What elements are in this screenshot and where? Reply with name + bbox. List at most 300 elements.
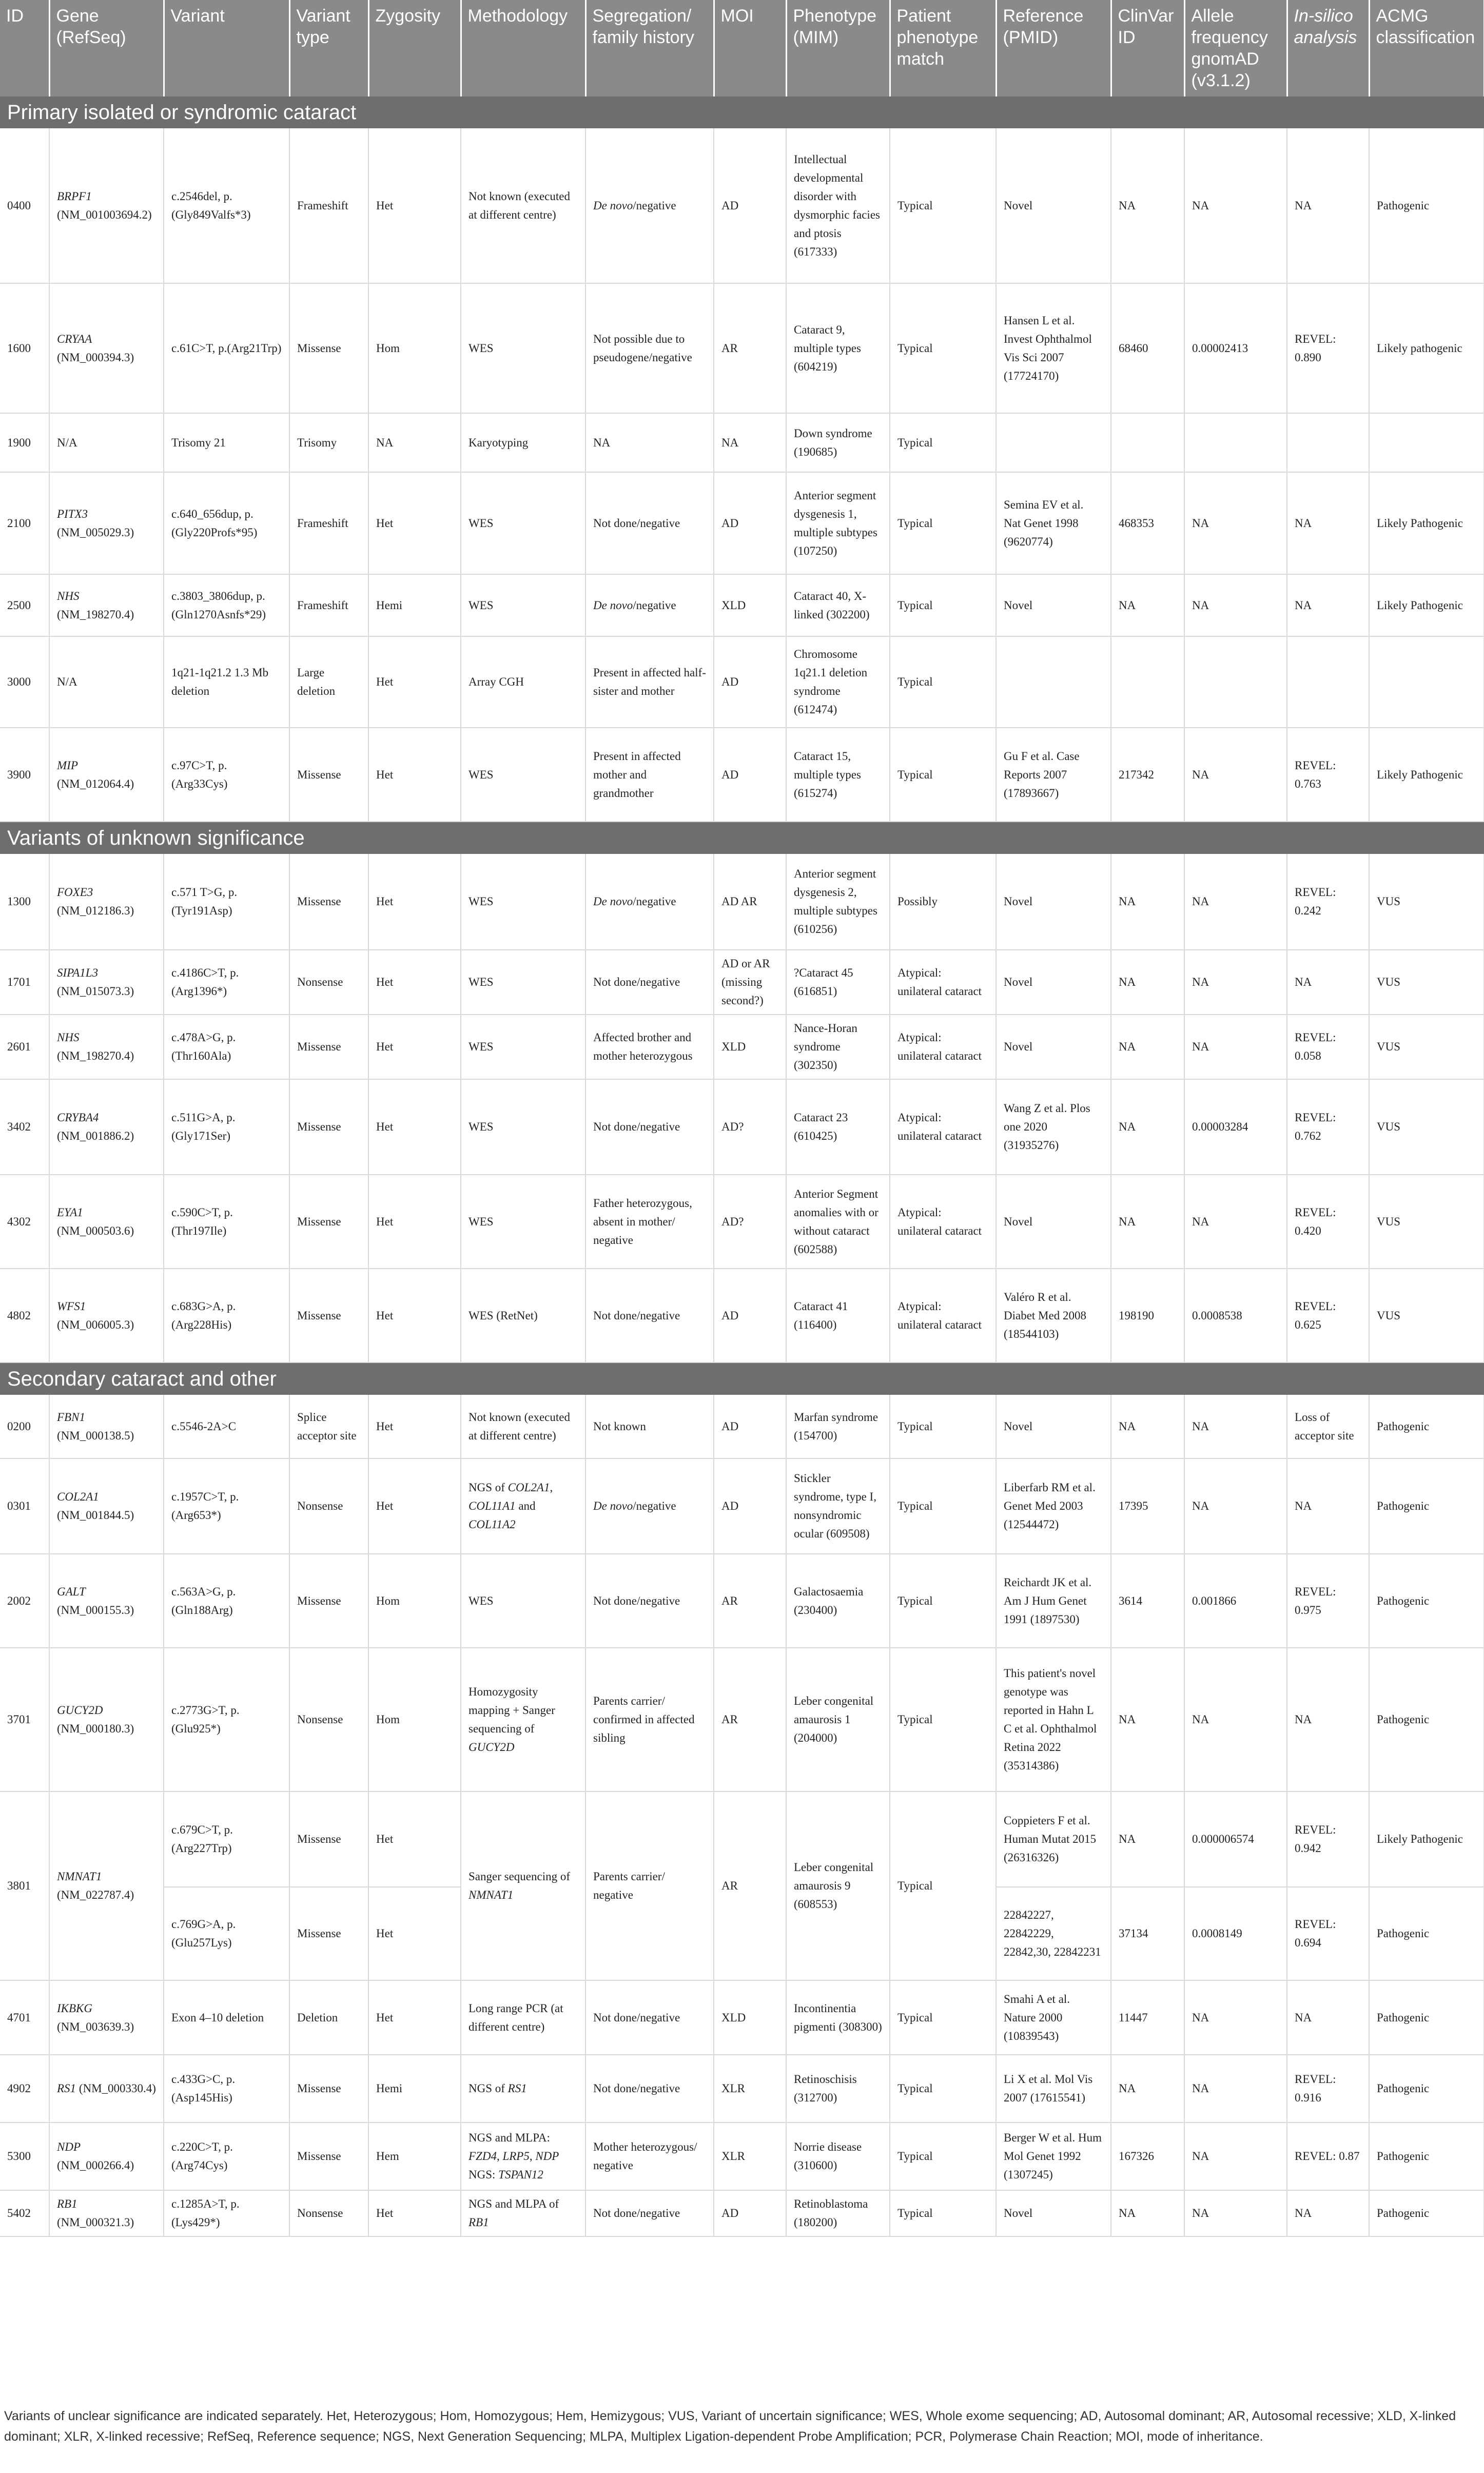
table-row: [0, 1980, 1484, 2055]
cell-id: 0200: [0, 1395, 49, 1458]
cell-clinvar: 167326: [1111, 2123, 1184, 2190]
cell-allele-frequency: NA: [1184, 2055, 1287, 2123]
cell-clinvar: NA: [1111, 2055, 1184, 2123]
cell-phenotype-match: Atypical: unilateral cataract: [890, 1079, 996, 1175]
cell-allele-frequency: NA: [1184, 854, 1287, 950]
cell-methodology: Karyotyping: [461, 413, 585, 472]
cell-id: 4302: [0, 1175, 49, 1269]
cell-insilico: REVEL: 0.890: [1287, 283, 1369, 413]
col-header-moi: MOI: [714, 0, 786, 96]
cell-variant: c.1285A>T, p.(Lys429*): [164, 2190, 289, 2236]
cell-methodology: WES: [461, 854, 585, 950]
cell-phenotype-match: Typical: [890, 1458, 996, 1554]
cell-phenotype-match: Typical: [890, 1980, 996, 2055]
refseq-id: (NM_198270.4): [57, 1049, 134, 1062]
cell-moi: XLD: [714, 574, 786, 636]
cell-clinvar: NA: [1111, 854, 1184, 950]
cell-insilico: [1287, 636, 1369, 728]
col-header-insilico: In-silico analysis: [1287, 0, 1369, 96]
refseq-id: (NM_000321.3): [57, 2216, 134, 2229]
cell-phenotype-match: Typical: [890, 413, 996, 472]
col-header-phenotype: Phenotype (MIM): [786, 0, 890, 96]
cell-id: 5402: [0, 2190, 49, 2236]
cell-gene: [49, 413, 164, 472]
cell-acmg: VUS: [1369, 1079, 1484, 1175]
cell-phenotype: Anterior Segment anomalies with or without cataract (602588): [786, 1175, 890, 1269]
cell-insilico: Loss of acceptor site: [1287, 1395, 1369, 1458]
cell-zygosity: Het: [368, 636, 461, 728]
refseq-id: (NM_000180.3): [57, 1722, 134, 1735]
col-header-methodology: Methodology: [461, 0, 585, 96]
cell-reference: Novel: [996, 128, 1111, 283]
cell-allele-frequency: NA: [1184, 2123, 1287, 2190]
cell-moi: AD?: [714, 1175, 786, 1269]
cell-insilico: REVEL: 0.242: [1287, 854, 1369, 950]
cell-gene: [49, 728, 164, 822]
cell-reference: Novel: [996, 1175, 1111, 1269]
gene-symbol: IKBKG: [57, 2001, 92, 2015]
cell-gene: [49, 1554, 164, 1648]
cell-reference: Gu F et al. Case Reports 2007 (17893667): [996, 728, 1111, 822]
refseq-id: (NM_022787.4): [57, 1888, 134, 1901]
cell-segregation: De novo/negative: [585, 574, 714, 636]
cell-allele-frequency: NA: [1184, 472, 1287, 574]
cell-insilico: REVEL: 0.942: [1287, 1792, 1369, 1887]
table-row: [0, 2190, 1484, 2236]
cell-variant-type: Missense: [289, 728, 368, 822]
cell-segregation: Not known: [585, 1395, 714, 1458]
cell-allele-frequency: NA: [1184, 728, 1287, 822]
cell-variant: c.571 T>G, p.(Tyr191Asp): [164, 854, 289, 950]
cell-reference: 22842227, 22842229, 22842,30, 22842231: [996, 1887, 1111, 1980]
cell-acmg: Pathogenic: [1369, 1887, 1484, 1980]
cell-moi: AD: [714, 2190, 786, 2236]
cell-reference: Semina EV et al. Nat Genet 1998 (9620774): [996, 472, 1111, 574]
cell-allele-frequency: NA: [1184, 1175, 1287, 1269]
cell-zygosity: Het: [368, 1395, 461, 1458]
cell-clinvar: NA: [1111, 1175, 1184, 1269]
cell-insilico: REVEL: 0.625: [1287, 1269, 1369, 1362]
cell-gene: [49, 1648, 164, 1792]
cell-methodology: Array CGH: [461, 636, 585, 728]
cell-segregation: De novo/negative: [585, 1458, 714, 1554]
cell-reference: Novel: [996, 854, 1111, 950]
cell-reference: Smahi A et al. Nature 2000 (10839543): [996, 1980, 1111, 2055]
cell-moi: AR: [714, 1792, 786, 1980]
cell-phenotype: Cataract 41 (116400): [786, 1269, 890, 1362]
cell-insilico: REVEL: 0.420: [1287, 1175, 1369, 1269]
cell-gene: [49, 854, 164, 950]
cell-allele-frequency: NA: [1184, 1980, 1287, 2055]
cell-clinvar: NA: [1111, 1395, 1184, 1458]
cell-variant: c.563A>G, p.(Gln188Arg): [164, 1554, 289, 1648]
refseq-id: (NM_001003694.2): [57, 208, 152, 221]
cell-id: 4802: [0, 1269, 49, 1362]
cell-moi: NA: [714, 413, 786, 472]
col-header-gene: Gene (RefSeq): [49, 0, 164, 96]
cell-clinvar: 11447: [1111, 1980, 1184, 2055]
cell-methodology: WES: [461, 1015, 585, 1079]
cell-variant-type: Trisomy: [289, 413, 368, 472]
cell-methodology: Sanger sequencing of NMNAT1: [461, 1792, 585, 1980]
cell-segregation: Father heterozygous, absent in mother/ negative: [585, 1175, 714, 1269]
cell-phenotype-match: Possibly: [890, 854, 996, 950]
cell-clinvar: NA: [1111, 2190, 1184, 2236]
cell-id: 3900: [0, 728, 49, 822]
cell-allele-frequency: NA: [1184, 1458, 1287, 1554]
cell-phenotype-match: Typical: [890, 636, 996, 728]
cell-id: 2601: [0, 1015, 49, 1079]
cell-insilico: NA: [1287, 950, 1369, 1015]
cell-methodology: NGS of RS1: [461, 2055, 585, 2123]
col-header-variant: Variant: [164, 0, 289, 96]
cell-gene: [49, 1980, 164, 2055]
cell-zygosity: Het: [368, 2190, 461, 2236]
col-header-segregation: Segregation/ family history: [585, 0, 714, 96]
gene-symbol: COL2A1: [57, 1490, 99, 1503]
cell-acmg: Likely Pathogenic: [1369, 574, 1484, 636]
cell-clinvar: NA: [1111, 574, 1184, 636]
cell-variant-type: Missense: [289, 1175, 368, 1269]
gene-symbol: MIP: [57, 758, 78, 772]
cell-phenotype: Cataract 40, X-linked (302200): [786, 574, 890, 636]
gene-symbol: RB1: [57, 2197, 77, 2210]
cell-allele-frequency: NA: [1184, 1015, 1287, 1079]
table-body: [0, 96, 1484, 2236]
cell-reference: Novel: [996, 950, 1111, 1015]
cell-reference: Novel: [996, 1015, 1111, 1079]
cell-phenotype-match: Typical: [890, 2055, 996, 2123]
cell-variant: c.769G>A, p.(Glu257Lys): [164, 1887, 289, 1980]
cell-variant-type: Frameshift: [289, 128, 368, 283]
cell-gene: [49, 1269, 164, 1362]
cell-insilico: REVEL: 0.916: [1287, 2055, 1369, 2123]
cell-segregation: Parents carrier/ negative: [585, 1792, 714, 1980]
cell-variant-type: Deletion: [289, 1980, 368, 2055]
cell-variant: c.61C>T, p.(Arg21Trp): [164, 283, 289, 413]
cell-reference: Hansen L et al. Invest Ophthalmol Vis Sci 2007 (17724170): [996, 283, 1111, 413]
cell-insilico: REVEL: 0.694: [1287, 1887, 1369, 1980]
cell-phenotype-match: Atypical: unilateral cataract: [890, 1269, 996, 1362]
cell-phenotype: Cataract 15, multiple types (615274): [786, 728, 890, 822]
cell-variant-type: Nonsense: [289, 1648, 368, 1792]
cell-id: 5300: [0, 2123, 49, 2190]
cell-variant-type: Splice acceptor site: [289, 1395, 368, 1458]
cell-variant: Exon 4–10 deletion: [164, 1980, 289, 2055]
cell-acmg: Pathogenic: [1369, 1980, 1484, 2055]
cell-clinvar: 3614: [1111, 1554, 1184, 1648]
cell-zygosity: Hom: [368, 283, 461, 413]
cell-allele-frequency: NA: [1184, 2190, 1287, 2236]
cell-zygosity: Hemi: [368, 2055, 461, 2123]
cell-phenotype-match: Typical: [890, 2190, 996, 2236]
cell-reference: [996, 636, 1111, 728]
gene-symbol: N/A: [57, 436, 77, 449]
refseq-id: (NM_001886.2): [57, 1130, 134, 1142]
table-row: [0, 1458, 1484, 1554]
table-row: [0, 636, 1484, 728]
cell-segregation: Affected brother and mother heterozygous: [585, 1015, 714, 1079]
cell-insilico: REVEL: 0.975: [1287, 1554, 1369, 1648]
cell-acmg: VUS: [1369, 854, 1484, 950]
cell-zygosity: Het: [368, 1015, 461, 1079]
cell-acmg: [1369, 636, 1484, 728]
col-header-phenotype-match: Patient phenotype match: [890, 0, 996, 96]
cell-zygosity: Het: [368, 1079, 461, 1175]
gene-symbol: EYA1: [57, 1205, 83, 1219]
cell-gene: [49, 950, 164, 1015]
cell-moi: AD: [714, 1395, 786, 1458]
cell-variant: c.97C>T, p.(Arg33Cys): [164, 728, 289, 822]
cell-zygosity: Hom: [368, 1648, 461, 1792]
gene-symbol: NHS: [57, 1031, 80, 1044]
cell-moi: AD AR: [714, 854, 786, 950]
cell-variant-type: Frameshift: [289, 472, 368, 574]
cell-zygosity: Hom: [368, 1554, 461, 1648]
cell-id: 2500: [0, 574, 49, 636]
cell-zygosity: Het: [368, 728, 461, 822]
cell-zygosity: Het: [368, 1269, 461, 1362]
cell-moi: XLD: [714, 1980, 786, 2055]
cell-segregation: Not done/negative: [585, 2055, 714, 2123]
cell-variant-type: Missense: [289, 1554, 368, 1648]
cell-insilico: NA: [1287, 1980, 1369, 2055]
cell-variant-type: Frameshift: [289, 574, 368, 636]
col-header-zygosity: Zygosity: [368, 0, 461, 96]
cell-allele-frequency: 0.00003284: [1184, 1079, 1287, 1175]
cell-phenotype-match: Typical: [890, 1554, 996, 1648]
refseq-id: (NM_000503.6): [57, 1224, 134, 1237]
cell-acmg: Pathogenic: [1369, 2123, 1484, 2190]
refseq-id: (NM_001844.5): [57, 1509, 134, 1522]
cell-acmg: Pathogenic: [1369, 128, 1484, 283]
refseq-id: (NM_198270.4): [57, 608, 134, 621]
cell-phenotype: Anterior segment dysgenesis 1, multiple subtypes (107250): [786, 472, 890, 574]
cell-acmg: VUS: [1369, 1175, 1484, 1269]
cell-variant-type: Large deletion: [289, 636, 368, 728]
section-header: [0, 1362, 1484, 1395]
refseq-id: (NM_015073.3): [57, 985, 134, 998]
cell-clinvar: NA: [1111, 950, 1184, 1015]
cell-methodology: Not known (executed at different centre): [461, 128, 585, 283]
cell-insilico: NA: [1287, 1648, 1369, 1792]
cell-moi: AR: [714, 1554, 786, 1648]
cell-variant: c.220C>T, p.(Arg74Cys): [164, 2123, 289, 2190]
cell-id: 1600: [0, 283, 49, 413]
cell-variant: c.679C>T, p.(Arg227Trp): [164, 1792, 289, 1887]
cell-variant-type: Missense: [289, 283, 368, 413]
cell-gene: [49, 636, 164, 728]
cell-reference: [996, 413, 1111, 472]
cell-allele-frequency: 0.0008538: [1184, 1269, 1287, 1362]
cell-variant: c.5546-2A>C: [164, 1395, 289, 1458]
cell-methodology: WES: [461, 1554, 585, 1648]
col-header-reference: Reference (PMID): [996, 0, 1111, 96]
cell-reference: Berger W et al. Hum Mol Genet 1992 (1307245): [996, 2123, 1111, 2190]
cell-phenotype: Retinoschisis (312700): [786, 2055, 890, 2123]
cell-zygosity: Hemi: [368, 574, 461, 636]
cell-zygosity: Hem: [368, 2123, 461, 2190]
cell-gene: [49, 283, 164, 413]
cell-phenotype-match: Typical: [890, 2123, 996, 2190]
cell-phenotype: Marfan syndrome (154700): [786, 1395, 890, 1458]
cell-zygosity: Het: [368, 854, 461, 950]
table-row: [0, 950, 1484, 1015]
gene-symbol: N/A: [57, 675, 77, 688]
table-row: [0, 1175, 1484, 1269]
cell-acmg: Pathogenic: [1369, 1395, 1484, 1458]
cell-insilico: NA: [1287, 2190, 1369, 2236]
cell-zygosity: Het: [368, 1792, 461, 1887]
cell-phenotype: Stickler syndrome, type I, nonsyndromic ocular (609508): [786, 1458, 890, 1554]
refseq-id: (NM_003639.3): [57, 2020, 134, 2033]
cell-acmg: Likely pathogenic: [1369, 283, 1484, 413]
cell-phenotype-match: Atypical: unilateral cataract: [890, 950, 996, 1015]
table-row: [0, 128, 1484, 283]
cell-allele-frequency: NA: [1184, 574, 1287, 636]
cell-moi: AR: [714, 1648, 786, 1792]
cell-moi: AD: [714, 1269, 786, 1362]
cell-zygosity: Het: [368, 1175, 461, 1269]
cell-gene: [49, 1175, 164, 1269]
cell-id: 1900: [0, 413, 49, 472]
cell-phenotype-match: Typical: [890, 574, 996, 636]
cell-acmg: Likely Pathogenic: [1369, 1792, 1484, 1887]
cell-phenotype-match: Typical: [890, 128, 996, 283]
cell-allele-frequency: 0.0008149: [1184, 1887, 1287, 1980]
cell-segregation: De novo/negative: [585, 128, 714, 283]
cell-reference: Coppieters F et al. Human Mutat 2015 (26316326): [996, 1792, 1111, 1887]
cell-insilico: NA: [1287, 574, 1369, 636]
cell-methodology: WES: [461, 728, 585, 822]
cell-phenotype: Cataract 9, multiple types (604219): [786, 283, 890, 413]
cell-variant-type: Missense: [289, 2123, 368, 2190]
cell-methodology: WES: [461, 472, 585, 574]
cell-id: 4701: [0, 1980, 49, 2055]
cell-id: 3402: [0, 1079, 49, 1175]
cell-variant: 1q21-1q21.2 1.3 Mb deletion: [164, 636, 289, 728]
table-row: [0, 1079, 1484, 1175]
refseq-id: (NM_000138.5): [57, 1429, 134, 1442]
cell-phenotype: Chromosome 1q21.1 deletion syndrome (612474): [786, 636, 890, 728]
col-header-acmg: ACMG classification: [1369, 0, 1484, 96]
cell-acmg: Likely Pathogenic: [1369, 472, 1484, 574]
section-header: [0, 822, 1484, 854]
cell-phenotype-match: Typical: [890, 1792, 996, 1980]
refseq-id: (NM_005029.3): [57, 525, 134, 539]
cell-methodology: WES: [461, 574, 585, 636]
cell-acmg: Pathogenic: [1369, 1648, 1484, 1792]
cell-clinvar: 37134: [1111, 1887, 1184, 1980]
cell-gene: [49, 128, 164, 283]
cell-variant: c.683G>A, p.(Arg228His): [164, 1269, 289, 1362]
cell-reference: Li X et al. Mol Vis 2007 (17615541): [996, 2055, 1111, 2123]
cell-variant-type: Missense: [289, 1269, 368, 1362]
cell-phenotype: Incontinentia pigmenti (308300): [786, 1980, 890, 2055]
cell-insilico: NA: [1287, 128, 1369, 283]
cell-phenotype: Cataract 23 (610425): [786, 1079, 890, 1175]
cell-clinvar: [1111, 636, 1184, 728]
cell-id: 1701: [0, 950, 49, 1015]
gene-symbol: FBN1: [57, 1410, 85, 1424]
cell-allele-frequency: NA: [1184, 1648, 1287, 1792]
cell-phenotype-match: Typical: [890, 728, 996, 822]
cell-insilico: REVEL: 0.058: [1287, 1015, 1369, 1079]
cell-segregation: Not done/negative: [585, 1269, 714, 1362]
cell-gene: [49, 1015, 164, 1079]
cell-phenotype: Nance-Horan syndrome (302350): [786, 1015, 890, 1079]
table-row: [0, 1648, 1484, 1792]
cell-variant: c.2546del, p.(Gly849Valfs*3): [164, 128, 289, 283]
cell-clinvar: NA: [1111, 1079, 1184, 1175]
cell-id: 3000: [0, 636, 49, 728]
cell-segregation: Present in affected mother and grandmother: [585, 728, 714, 822]
cell-phenotype: Retinoblastoma (180200): [786, 2190, 890, 2236]
cell-gene: [49, 1792, 164, 1980]
cell-zygosity: NA: [368, 413, 461, 472]
gene-symbol: NMNAT1: [57, 1870, 102, 1883]
cell-phenotype-match: Typical: [890, 1648, 996, 1792]
cell-allele-frequency: 0.00002413: [1184, 283, 1287, 413]
gene-symbol: WFS1: [57, 1299, 86, 1313]
cell-segregation: Not possible due to pseudogene/negative: [585, 283, 714, 413]
cell-variant-type: Nonsense: [289, 950, 368, 1015]
cell-clinvar: 17395: [1111, 1458, 1184, 1554]
cell-phenotype: Down syndrome (190685): [786, 413, 890, 472]
col-header-id: ID: [0, 0, 49, 96]
cell-insilico: REVEL: 0.763: [1287, 728, 1369, 822]
table-row: [0, 1395, 1484, 1458]
cell-segregation: Parents carrier/ confirmed in affected sibling: [585, 1648, 714, 1792]
cell-moi: AD: [714, 472, 786, 574]
gene-symbol: NDP: [57, 2140, 81, 2153]
cell-variant-type: Missense: [289, 1792, 368, 1887]
cell-phenotype: Leber congenital amaurosis 9 (608553): [786, 1792, 890, 1980]
table-row: [0, 2123, 1484, 2190]
cell-gene: [49, 2055, 164, 2123]
cell-id: 2100: [0, 472, 49, 574]
refseq-id: (NM_012186.3): [57, 904, 134, 917]
cell-gene: [49, 1079, 164, 1175]
col-header-variant-type: Variant type: [289, 0, 368, 96]
cell-reference: Liberfarb RM et al. Genet Med 2003 (12544472): [996, 1458, 1111, 1554]
cell-gene: [49, 1458, 164, 1554]
cell-variant: c.433G>C, p.(Asp145His): [164, 2055, 289, 2123]
table-row: [0, 1554, 1484, 1648]
table-row: [0, 283, 1484, 413]
gene-symbol: CRYBA4: [57, 1111, 99, 1124]
gene-symbol: BRPF1: [57, 189, 92, 203]
refseq-id: (NM_000330.4): [79, 2082, 156, 2095]
cell-moi: AD: [714, 1458, 786, 1554]
cell-segregation: Not done/negative: [585, 1980, 714, 2055]
cell-clinvar: [1111, 413, 1184, 472]
refseq-id: (NM_006005.3): [57, 1318, 134, 1331]
cell-acmg: Pathogenic: [1369, 1554, 1484, 1648]
cell-segregation: Mother heterozygous/ negative: [585, 2123, 714, 2190]
col-header-clinvar: ClinVar ID: [1111, 0, 1184, 96]
cell-phenotype-match: Typical: [890, 283, 996, 413]
cell-id: 1300: [0, 854, 49, 950]
cell-acmg: Pathogenic: [1369, 1458, 1484, 1554]
cell-reference: Valéro R et al. Diabet Med 2008 (18544103): [996, 1269, 1111, 1362]
cell-phenotype-match: Typical: [890, 472, 996, 574]
cell-phenotype-match: Atypical: unilateral cataract: [890, 1015, 996, 1079]
cell-id: 0400: [0, 128, 49, 283]
cell-clinvar: NA: [1111, 1792, 1184, 1887]
cell-zygosity: Het: [368, 128, 461, 283]
cell-methodology: WES: [461, 283, 585, 413]
